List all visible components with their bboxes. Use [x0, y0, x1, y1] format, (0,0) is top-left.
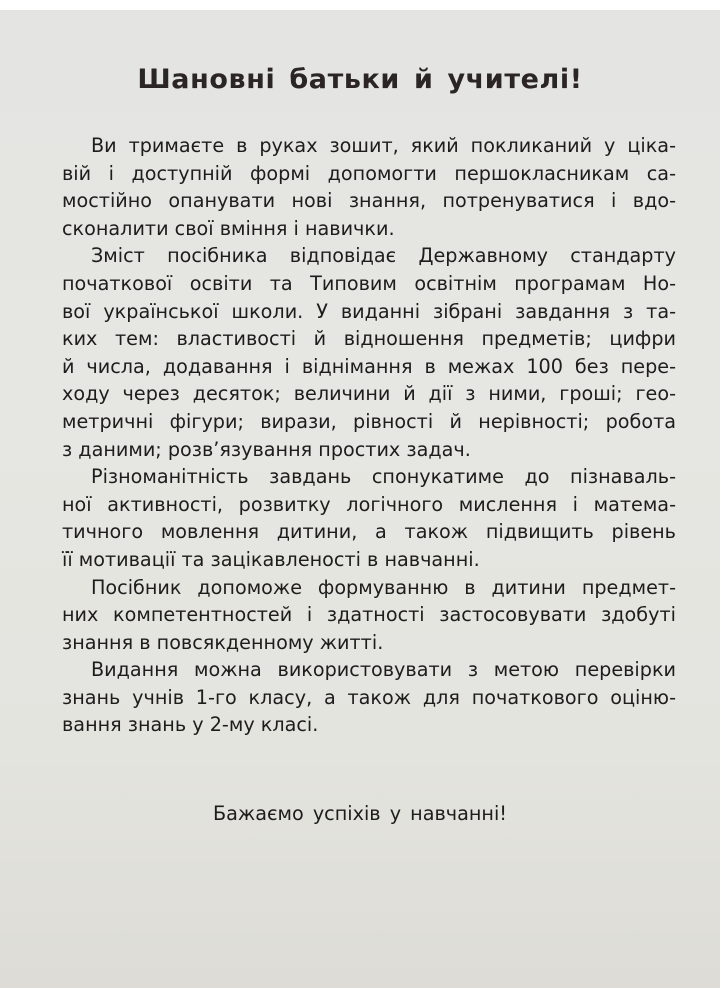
text-line: тичного мовлення дитини, а також підвищить рівень: [62, 520, 676, 544]
text-line: мостійно опанувати нові знання, потренуватися і вдо-: [62, 189, 676, 213]
paragraph-intro: [62, 132, 676, 242]
text-line: вої української школи. У виданні зібрані завдання з та-: [62, 299, 676, 323]
text-line: Ви тримаєте в руках зошит, який покликаний у ціка-: [91, 134, 676, 157]
text-line: Видання можна використовувати з метою перевірки: [91, 658, 676, 682]
text-line: й числа, додавання і віднімання в межах 100 без пере-: [62, 354, 676, 378]
text-line: метричні фігури; вирази, рівності й нерівності; робота: [62, 409, 676, 433]
paragraph-competence: [62, 574, 676, 657]
text-line: ної активності, розвитку логічного мислення і матема-: [62, 492, 676, 516]
closing-wish: Бажаємо успіхів у навчанні!: [213, 802, 507, 825]
text-line: знань учнів 1-го класу, а також для початкового оціню-: [62, 685, 676, 709]
text-line: сконалити свої вміння і навички.: [62, 216, 395, 240]
text-line: початкової освіти та Типовим освітнім програмам Но-: [62, 271, 676, 295]
paragraph-variety: [62, 463, 676, 573]
text-line: Посібник допоможе формуванню в дитини предмет-: [91, 575, 676, 599]
document-page: [0, 10, 720, 988]
text-line: Зміст посібника відповідає Державному стандарту: [91, 244, 676, 268]
body-text: [62, 132, 676, 739]
text-line: з даними; розв’язування простих задач.: [62, 437, 471, 461]
text-line: знання в повсякденному житті.: [62, 630, 384, 654]
text-line: вій і доступній формі допомогти першокласникам са-: [62, 161, 676, 185]
text-line: вання знань у 2-му класі.: [62, 713, 319, 737]
paragraph-usage: [62, 656, 676, 739]
page-title: Шановні батьки й учителі!: [137, 64, 583, 95]
text-line: її мотивації та зацікавленості в навчанні.: [62, 547, 480, 571]
text-line: них компетентностей і здатності застосовувати здобуті: [62, 603, 676, 627]
paragraph-content: [62, 242, 676, 463]
text-line: ходу через десяток; величини й дії з ними, гроші; гео-: [62, 382, 676, 406]
text-line: Різноманітність завдань спонукатиме до пізнаваль-: [91, 465, 676, 489]
text-line: ких тем: властивості й відношення предметів; цифри: [62, 327, 676, 351]
